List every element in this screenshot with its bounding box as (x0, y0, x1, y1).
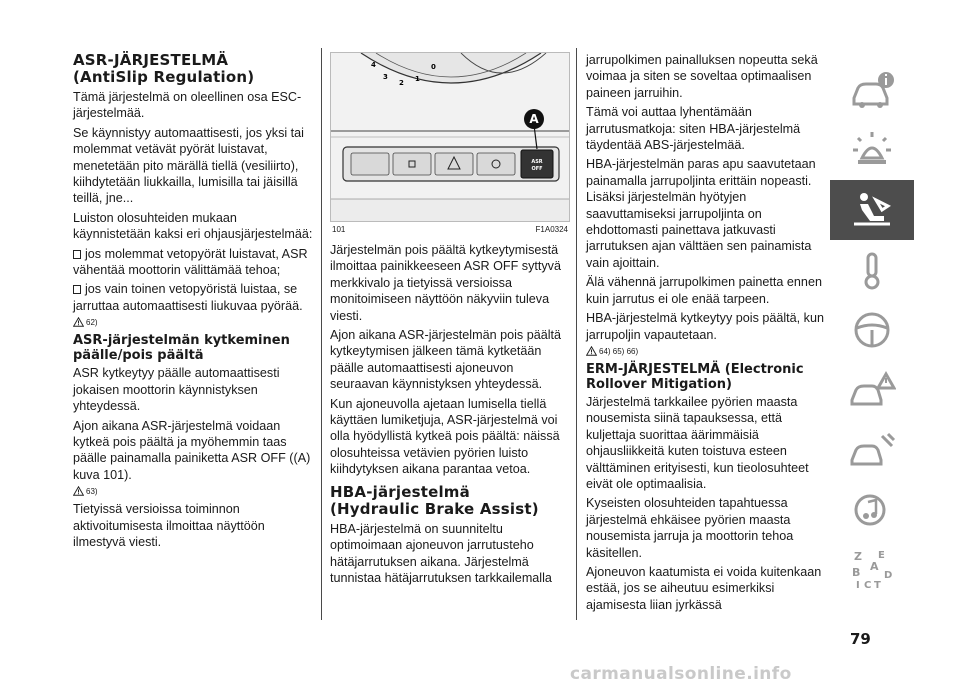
col2-paragraph-4: HBA-järjestelmä on suunniteltu optimoimaan ajoneuvon jarrutusteho hätäjarrutuksen aikana. Järjestelmä tunnistaa hätäjarrutuksen tarkkailemalla (330, 521, 552, 585)
car-service-icon (848, 428, 896, 472)
asr-paragraph-2: Se käynnistyy automaattisesti, jos yksi tai molemmat vetävät pyörät luistavat, menetetään pito märällä tiellä (vesiliirto), kiihdytetään liukkailla, lumisilla tai jäisillä teillä, jne... (73, 125, 304, 206)
column-3 (586, 52, 826, 616)
tab-driving[interactable] (830, 300, 914, 360)
asr-toggle-subheading: ASR-järjestelmän kytkeminen päälle/pois päältä (73, 333, 290, 364)
car-warning-icon (848, 368, 896, 412)
col3-paragraph-3: HBA-järjestelmän paras apu saavutetaan painamalla jarrupoljinta erittäin nopeasti. Lisäksi järjestelmän hyötyjen saavuttamiseksi jarrupoljinta on ehdottomasti painettava jatkuvasti jarrutuksen ajan välttäen sen painamista vain ajoittain. (586, 157, 816, 270)
column-divider-2 (576, 48, 577, 620)
alphabet-index-icon (848, 548, 896, 592)
svg-text:Z: Z (854, 550, 862, 563)
bullet-box-icon (73, 285, 81, 294)
asr-paragraph-4: ASR kytkeytyy päälle automaattisesti jokaisen moottorin käynnistyksen yhteydessä. (73, 366, 280, 414)
list-item: jos vain toinen vetopyöristä luistaa, se jarruttaa automaattisesti liukuvaa pyörää. (73, 282, 303, 313)
svg-text:C: C (864, 580, 872, 591)
asr-paragraph-5: Ajon aikana ASR-järjestelmä voidaan kytkeä pois päältä ja myöhemmin taas päälle painamalla painiketta ASR OFF ((A) kuva 101). (73, 418, 311, 482)
col3-paragraph-7: Kyseisten olosuhteiden tapahtuessa järjestelmä ehkäisee pyörien maasta nousemista jarruja ja moottorin tehoa käsitellen. (586, 496, 794, 560)
col3-paragraph-8: Ajoneuvon kaatumista ei voida kuitenkaan estää, jos se aiheutuu esimerkiksi ajamisesta liian jyrkässä (586, 564, 822, 612)
tab-emergency[interactable] (830, 360, 914, 420)
erm-heading: ERM-JÄRJESTELMÄ (Electronic Rollover Mitigation) (586, 361, 804, 392)
asr-paragraph-6: Tietyissä versioissa toiminnon aktivoitumisesta ilmoittaa näyttöön ilmestyvä viesti. (73, 502, 265, 549)
page-number: 79 (850, 630, 871, 648)
asr-heading (73, 52, 313, 86)
tab-car-info[interactable] (830, 60, 914, 120)
tab-maintenance[interactable] (830, 420, 914, 480)
col3-paragraph-5: HBA-järjestelmä kytkeytyy pois päältä, kun jarrupoljin vapautetaan. (586, 311, 824, 342)
figure-number: 101 (332, 225, 346, 234)
airbag-seat-icon (848, 188, 896, 232)
music-settings-icon (848, 488, 896, 532)
dial-number: 3 (383, 73, 388, 81)
asr-off-button-label: OFF (531, 166, 543, 172)
col2-paragraph-3: Kun ajoneuvolla ajetaan lumisella tiellä käyttäen lumiketjuja, ASR-järjestelmä voi olla hyödyllistä kytkeä pois päältä: näissä olosuhteissa vetävien pyörien luisto kiihdytyksen aikana parantaa vetoa. (330, 396, 560, 477)
bullet-box-icon (73, 250, 81, 259)
warning-triangle-icon (73, 486, 84, 496)
warning-triangle-icon (586, 346, 597, 356)
col3-paragraph-4: Älä vähennä jarrupolkimen painetta ennen kuin jarrutus ei ole enää tarpeen. (586, 275, 822, 306)
warning-triangle-icon (73, 317, 84, 327)
svg-text:T: T (874, 580, 881, 591)
dial-number: 1 (415, 75, 420, 83)
col2-paragraph-2: Ajon aikana ASR-järjestelmän pois päältä kytkeytymisen jälkeen tämä kytketään päälle automaattisesti ajoneuvon seuraavan käynnistyksen yhteydessä. (330, 328, 562, 392)
col3-paragraph-6: Järjestelmä tarkkailee pyörien maasta nousemista siinä tapauksessa, että kuljettaja suorittaa äärimmäisiä ohjausliikkeitä kuten toistuva esteen välttäminen erityisesti, kun tieolosuhteet eivät ole optimaalisia. (586, 394, 809, 491)
asr-off-button-figure (330, 52, 570, 222)
tab-dashboard[interactable] (830, 120, 914, 180)
callout-letter: A (529, 112, 539, 126)
key-icon (848, 248, 896, 292)
steering-wheel-icon (848, 308, 896, 352)
svg-text:I: I (856, 580, 860, 591)
column-divider-1 (321, 48, 322, 620)
svg-text:E: E (878, 550, 885, 561)
figure-caption (330, 222, 570, 236)
col3-paragraph-2: Tämä voi auttaa lyhentämään jarrutusmatkoja: siten HBA-järjestelmä täydentää ABS-järjestelmää. (586, 105, 801, 153)
svg-text:B: B (852, 566, 861, 579)
svg-text:A: A (870, 560, 879, 573)
hba-heading: HBA-järjestelmä (Hydraulic Brake Assist) (330, 482, 539, 518)
dial-number: 2 (399, 79, 404, 87)
svg-text:D: D (884, 570, 893, 581)
asr-paragraph-3: Luiston olosuhteiden mukaan käynnistetään kaksi eri ohjausjärjestelmää: (73, 210, 313, 242)
warning-reference: 63) (73, 486, 313, 496)
tab-index[interactable] (830, 540, 914, 600)
tab-multimedia[interactable] (830, 480, 914, 540)
col2-paragraph-1: Järjestelmän pois päältä kytkeytymisestä ilmoittaa painikkeeseen ASR OFF syttyvä merkkivalo ja tietyissä versioissa monitoimiseen näyttöön näkyviin tuleva viesti. (330, 243, 561, 323)
asr-heading-line1: ASR-JÄRJESTELMÄ (73, 51, 229, 69)
asr-heading-line2: (AntiSlip Regulation) (73, 68, 255, 86)
dashboard-illustration (331, 53, 570, 222)
tab-starting[interactable] (830, 240, 914, 300)
car-info-icon (848, 68, 896, 112)
asr-off-button-label: ASR (531, 159, 543, 165)
tab-safety[interactable] (830, 180, 914, 240)
warning-reference: 64) 65) 66) (586, 346, 826, 356)
warning-reference: 62) (73, 317, 313, 327)
asr-paragraph-1: Tämä järjestelmä on oleellinen osa ESC-järjestelmää. (73, 90, 302, 121)
dial-number: 0 (431, 63, 436, 71)
col3-paragraph-1: jarrupolkimen painalluksen nopeutta sekä voimaa ja siten se soveltaa optimaalisen paineen jarruihin. (586, 53, 818, 100)
column-2 (330, 48, 570, 589)
column-1 (73, 52, 313, 553)
figure-code: F1A0324 (535, 225, 568, 234)
dial-number: 4 (371, 61, 376, 69)
dashboard-light-icon (848, 128, 896, 172)
chapter-tabs (830, 60, 914, 600)
list-item: jos molemmat vetopyörät luistavat, ASR vähentää moottorin välittämää tehoa; (73, 246, 308, 278)
watermark: carmanualsonline.info (570, 664, 792, 683)
